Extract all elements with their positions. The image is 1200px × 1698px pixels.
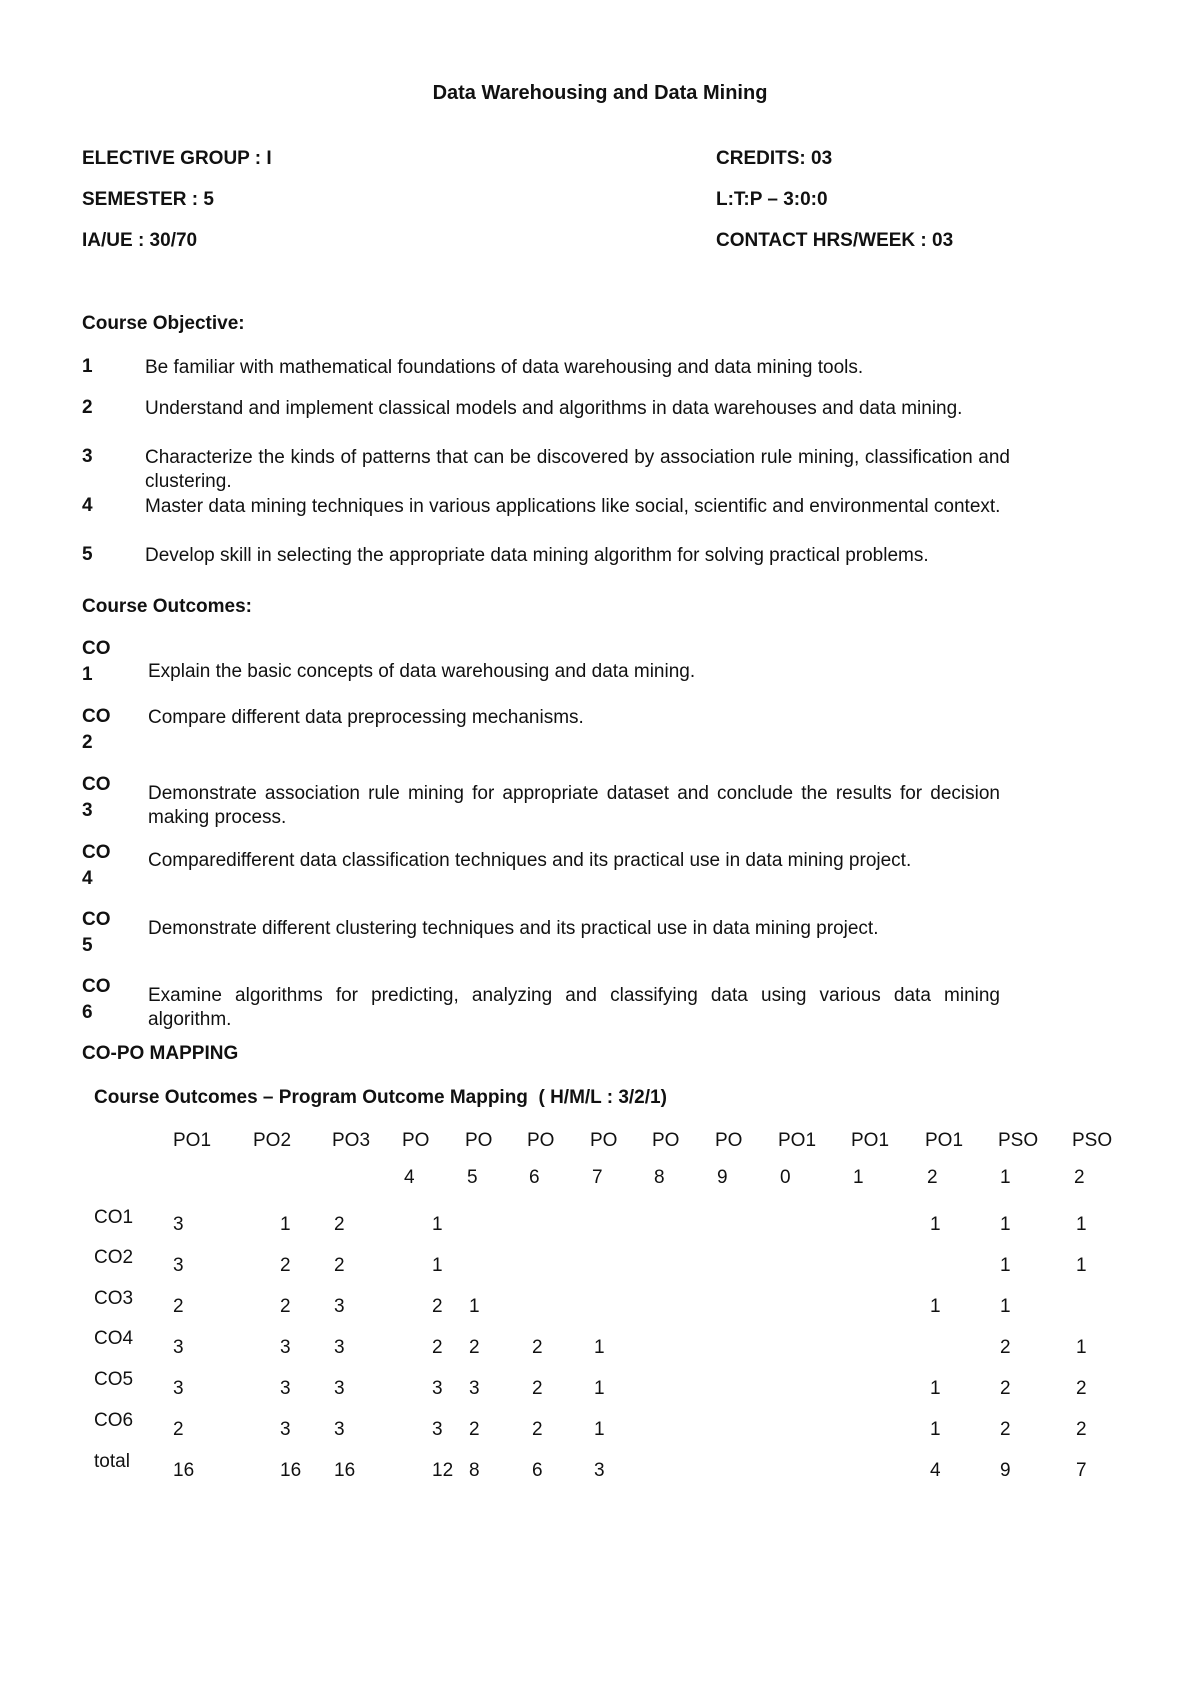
- table-cell: 3: [173, 1378, 184, 1399]
- table-cell: 3: [334, 1337, 345, 1358]
- table-cell: 1: [1076, 1337, 1087, 1358]
- objective-number: 1: [82, 356, 93, 377]
- outcome-text: Comparedifferent data classification techniques and its practical use in data mining project.: [148, 850, 912, 871]
- table-cell: 1: [594, 1378, 605, 1399]
- outcome-text: Examine algorithms for predicting, analyzing and classifying data using various data mining algorithm.: [148, 985, 1000, 1030]
- table-cell: 3: [280, 1337, 291, 1358]
- table-header-cell: PO1: [173, 1130, 212, 1151]
- table-cell: 2: [173, 1419, 184, 1440]
- table-header-cell: 4: [404, 1167, 415, 1188]
- table-cell: 1: [1076, 1214, 1087, 1235]
- co-tag: CO 6: [82, 976, 111, 1023]
- table-cell: 3: [280, 1378, 291, 1399]
- co-tag: CO 3: [82, 774, 111, 821]
- table-header-cell: PO1: [778, 1130, 817, 1151]
- objective-text: Be familiar with mathematical foundations of data warehousing and data mining tools.: [145, 357, 864, 378]
- objectives-heading: Course Objective:: [82, 313, 245, 334]
- table-cell: 3: [432, 1378, 443, 1399]
- table-cell: 3: [173, 1214, 184, 1235]
- table-cell: 1: [280, 1214, 291, 1235]
- table-cell: 3: [594, 1460, 605, 1481]
- table-cell: 8: [469, 1460, 480, 1481]
- table-cell: 16: [280, 1460, 302, 1481]
- table-row-label: CO1: [94, 1207, 134, 1228]
- table-header-cell: 6: [529, 1167, 540, 1188]
- table-header-cell: 0: [780, 1167, 791, 1188]
- credits: CREDITS: 03: [716, 148, 833, 169]
- table-row-label: CO5: [94, 1369, 134, 1390]
- table-header-cell: PSO: [998, 1130, 1039, 1151]
- table-cell: 1: [1000, 1255, 1011, 1276]
- table-header-cell: PO: [465, 1130, 493, 1151]
- table-cell: 1: [469, 1296, 480, 1317]
- table-cell: 1: [930, 1214, 941, 1235]
- table-cell: 2: [334, 1214, 345, 1235]
- table-cell: 16: [173, 1460, 195, 1481]
- table-header-cell: 7: [592, 1167, 603, 1188]
- objective-number: 2: [82, 397, 93, 418]
- objective-text: Characterize the kinds of patterns that can be discovered by association rule mining, classification and clustering.: [145, 447, 1010, 492]
- mapping-heading: CO-PO MAPPING: [82, 1043, 239, 1064]
- table-header-cell: 8: [654, 1167, 665, 1188]
- table-cell: 2: [334, 1255, 345, 1276]
- table-cell: 4: [930, 1460, 941, 1481]
- semester: SEMESTER : 5: [82, 189, 214, 210]
- table-cell: 3: [334, 1419, 345, 1440]
- table-cell: 1: [594, 1337, 605, 1358]
- elective-group: ELECTIVE GROUP : I: [82, 148, 272, 169]
- table-cell: 1: [930, 1378, 941, 1399]
- table-header-cell: PO1: [851, 1130, 890, 1151]
- table-cell: 3: [469, 1378, 480, 1399]
- table-cell: 3: [334, 1296, 345, 1317]
- outcome-text: Explain the basic concepts of data warehousing and data mining.: [148, 661, 696, 682]
- table-cell: 1: [594, 1419, 605, 1440]
- table-header-cell: PO: [402, 1130, 430, 1151]
- objective-number: 5: [82, 544, 93, 565]
- table-header-cell: PSO: [1072, 1130, 1113, 1151]
- ltp: L:T:P – 3:0:0: [716, 189, 828, 210]
- table-cell: 2: [532, 1337, 543, 1358]
- outcome-text: Demonstrate different clustering techniques and its practical use in data mining project.: [148, 918, 879, 939]
- table-cell: 1: [1000, 1296, 1011, 1317]
- mapping-subheading: Course Outcomes – Program Outcome Mapping ( H/M/L : 3/2/1): [94, 1087, 667, 1108]
- table-header-cell: PO3: [332, 1130, 371, 1151]
- co-tag: CO 2: [82, 706, 111, 753]
- table-header-cell: PO1: [925, 1130, 964, 1151]
- ia-ue: IA/UE : 30/70: [82, 230, 198, 251]
- table-cell: 3: [173, 1255, 184, 1276]
- table-cell: 2: [1076, 1378, 1087, 1399]
- table-cell: 1: [930, 1296, 941, 1317]
- table-cell: 1: [930, 1419, 941, 1440]
- table-header-cell: 1: [1000, 1167, 1011, 1188]
- table-cell: 2: [532, 1419, 543, 1440]
- table-cell: 2: [173, 1296, 184, 1317]
- table-header-cell: 5: [467, 1167, 478, 1188]
- table-header-cell: PO: [527, 1130, 555, 1151]
- objective-text: Develop skill in selecting the appropriate data mining algorithm for solving practical problems.: [145, 545, 929, 566]
- table-cell: 1: [432, 1255, 443, 1276]
- table-row-label: CO6: [94, 1410, 134, 1431]
- table-cell: 2: [432, 1337, 443, 1358]
- table-row-label: CO4: [94, 1328, 134, 1349]
- table-header-cell: PO: [715, 1130, 743, 1151]
- outcome-text: Demonstrate association rule mining for appropriate dataset and conclude the results for decision making process.: [148, 783, 1000, 828]
- table-cell: 7: [1076, 1460, 1087, 1481]
- table-cell: 1: [1076, 1255, 1087, 1276]
- table-row-label: CO2: [94, 1247, 134, 1268]
- table-cell: 2: [432, 1296, 443, 1317]
- table-header-cell: 2: [927, 1167, 938, 1188]
- table-row-label: total: [94, 1451, 130, 1472]
- table-cell: 2: [532, 1378, 543, 1399]
- table-cell: 2: [469, 1337, 480, 1358]
- objective-text: Understand and implement classical models and algorithms in data warehouses and data mining.: [145, 398, 963, 419]
- contact-hours: CONTACT HRS/WEEK : 03: [716, 230, 954, 251]
- table-cell: 2: [280, 1296, 291, 1317]
- outcomes-heading: Course Outcomes:: [82, 596, 252, 617]
- table-cell: 2: [280, 1255, 291, 1276]
- page-title: Data Warehousing and Data Mining: [432, 82, 768, 104]
- table-cell: 2: [1076, 1419, 1087, 1440]
- table-cell: 2: [1000, 1378, 1011, 1399]
- table-cell: 3: [280, 1419, 291, 1440]
- table-cell: 2: [1000, 1337, 1011, 1358]
- table-header-cell: 9: [717, 1167, 728, 1188]
- table-cell: 9: [1000, 1460, 1011, 1481]
- table-cell: 6: [532, 1460, 543, 1481]
- table-header-cell: PO: [652, 1130, 680, 1151]
- objective-text: Master data mining techniques in various applications like social, scientific and environmental context.: [145, 496, 1001, 517]
- table-cell: 2: [469, 1419, 480, 1440]
- table-cell: 3: [334, 1378, 345, 1399]
- table-cell: 1: [432, 1214, 443, 1235]
- table-header-cell: PO: [590, 1130, 618, 1151]
- table-header-cell: 2: [1074, 1167, 1085, 1188]
- table-cell: 12: [432, 1460, 454, 1481]
- objective-number: 4: [82, 495, 93, 516]
- table-cell: 3: [173, 1337, 184, 1358]
- table-cell: 1: [1000, 1214, 1011, 1235]
- table-header-cell: PO2: [253, 1130, 292, 1151]
- co-tag: CO 4: [82, 842, 111, 889]
- co-tag: CO 1: [82, 638, 111, 685]
- table-row-label: CO3: [94, 1288, 134, 1309]
- objective-number: 3: [82, 446, 93, 467]
- table-cell: 3: [432, 1419, 443, 1440]
- table-cell: 16: [334, 1460, 356, 1481]
- outcome-text: Compare different data preprocessing mechanisms.: [148, 707, 584, 728]
- co-tag: CO 5: [82, 909, 111, 956]
- table-header-cell: 1: [853, 1167, 864, 1188]
- table-cell: 2: [1000, 1419, 1011, 1440]
